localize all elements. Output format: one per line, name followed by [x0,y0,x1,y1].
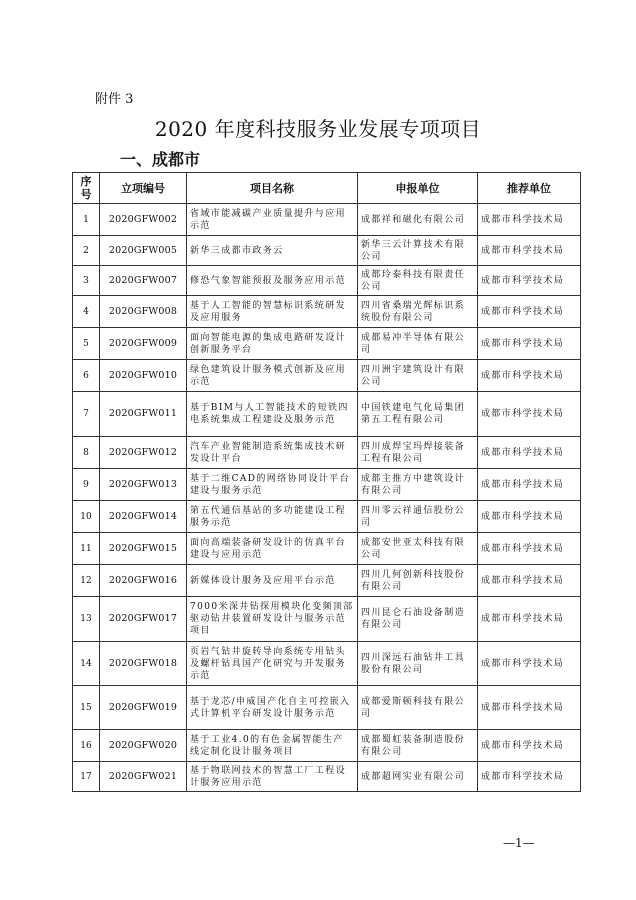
cell-no: 13 [73,597,100,642]
cell-code: 2020GFW008 [100,296,187,328]
cell-recommender: 成都市科学技术局 [478,565,581,597]
cell-code: 2020GFW020 [100,730,187,762]
cell-recommender: 成都市科学技术局 [478,392,581,437]
table-row [73,437,581,469]
table-header-row [73,173,581,204]
cell-recommender: 成都市科学技术局 [478,501,581,533]
cell-no: 11 [73,533,100,565]
page-number: —1— [503,836,535,850]
table-row [73,266,581,296]
cell-no: 14 [73,642,100,686]
cell-no: 5 [73,328,100,360]
cell-applicant: 成都祥和磁化有限公司 [358,204,478,236]
cell-project-name: 新华三成都市政务云 [187,236,358,266]
cell-project-name: 面向高端装备研发设计的仿真平台建设与应用示范 [187,533,358,565]
header-code: 立项编号 [100,173,187,204]
cell-applicant: 四川深远石油钻井工具股份有限公司 [358,642,478,686]
cell-recommender: 成都市科学技术局 [478,642,581,686]
cell-code: 2020GFW009 [100,328,187,360]
table-row [73,642,581,686]
cell-code: 2020GFW016 [100,565,187,597]
table-row [73,533,581,565]
cell-applicant: 成都蜀虹装备制造股份有限公司 [358,730,478,762]
cell-no: 1 [73,204,100,236]
section-heading: 一、成都市 [120,150,201,169]
cell-project-name: 基于物联网技术的智慧工厂工程设计服务应用示范 [187,762,358,792]
cell-code: 2020GFW014 [100,501,187,533]
table-row [73,392,581,437]
cell-applicant: 成都爱斯顿科技有限公司 [358,686,478,730]
cell-applicant: 成都主推方中建筑设计有限公司 [358,469,478,501]
cell-recommender: 成都市科学技术局 [478,469,581,501]
table-row [73,469,581,501]
table-body [73,204,581,792]
header-applicant: 申报单位 [358,173,478,204]
cell-code: 2020GFW007 [100,266,187,296]
cell-project-name: 7000米深井钻探用模块化变频顶部驱动钻井装置研发设计与服务示范项目 [187,597,358,642]
cell-recommender: 成都市科学技术局 [478,236,581,266]
table-row [73,236,581,266]
cell-no: 4 [73,296,100,328]
cell-code: 2020GFW011 [100,392,187,437]
cell-project-name: 基于人工智能的智慧标识系统研发及应用服务 [187,296,358,328]
cell-no: 3 [73,266,100,296]
cell-project-name: 基于工业4.0的有色金属智能生产线定制化设计服务项目 [187,730,358,762]
cell-no: 8 [73,437,100,469]
cell-project-name: 省域市能减碳产业质量提升与应用示范 [187,204,358,236]
cell-no: 6 [73,360,100,392]
table-row [73,565,581,597]
cell-project-name: 面向智能电源的集成电路研发设计创新服务平台 [187,328,358,360]
cell-recommender: 成都市科学技术局 [478,360,581,392]
table-row [73,730,581,762]
cell-project-name: 第五代通信基站的多功能建设工程服务示范 [187,501,358,533]
cell-code: 2020GFW018 [100,642,187,686]
cell-project-name: 基于二维CAD的网络协同设计平台建设与服务示范 [187,469,358,501]
cell-code: 2020GFW005 [100,236,187,266]
cell-project-name: 页岩气钻井旋转导向系统专用钻头及螺杆钻具国产化研究与开发服务示范 [187,642,358,686]
cell-project-name: 基于龙芯/申威国产化自主可控嵌入式计算机平台研发设计服务示范 [187,686,358,730]
table-row [73,597,581,642]
cell-code: 2020GFW010 [100,360,187,392]
cell-code: 2020GFW012 [100,437,187,469]
cell-recommender: 成都市科学技术局 [478,296,581,328]
cell-recommender: 成都市科学技术局 [478,266,581,296]
cell-code: 2020GFW019 [100,686,187,730]
table-row [73,762,581,792]
cell-applicant: 四川省桑瑞光辉标识系统股份有限公司 [358,296,478,328]
cell-no: 2 [73,236,100,266]
cell-code: 2020GFW021 [100,762,187,792]
cell-project-name: 基于BIM与人工智能技术的短铁四电系统集成工程建设及服务示范 [187,392,358,437]
header-recommender: 推荐单位 [478,173,581,204]
cell-applicant: 成都玲泰科技有限责任公司 [358,266,478,296]
cell-applicant: 成都安世亚太科技有限公司 [358,533,478,565]
attachment-label: 附件 3 [95,92,134,107]
table-row [73,686,581,730]
cell-code: 2020GFW013 [100,469,187,501]
cell-recommender: 成都市科学技术局 [478,533,581,565]
cell-code: 2020GFW002 [100,204,187,236]
table-row [73,328,581,360]
cell-recommender: 成都市科学技术局 [478,730,581,762]
cell-project-name: 绿色建筑设计服务模式创新及应用示范 [187,360,358,392]
cell-applicant: 四川洲宇建筑设计有限公司 [358,360,478,392]
cell-recommender: 成都市科学技术局 [478,328,581,360]
cell-applicant: 四川零云祥通信股份公司 [358,501,478,533]
cell-no: 10 [73,501,100,533]
cell-no: 17 [73,762,100,792]
cell-applicant: 四川昆仑石油设备制造有限公司 [358,597,478,642]
table-row [73,501,581,533]
cell-project-name: 修恐气象智能预报及服务应用示范 [187,266,358,296]
cell-recommender: 成都市科学技术局 [478,686,581,730]
header-no: 序号 [73,173,100,204]
cell-applicant: 四川几何创新科技股份有限公司 [358,565,478,597]
header-project-name: 项目名称 [187,173,358,204]
cell-recommender: 成都市科学技术局 [478,762,581,792]
cell-no: 12 [73,565,100,597]
cell-no: 7 [73,392,100,437]
cell-no: 15 [73,686,100,730]
cell-recommender: 成都市科学技术局 [478,204,581,236]
table-row [73,360,581,392]
table-row [73,204,581,236]
cell-applicant: 成都超网实业有限公司 [358,762,478,792]
cell-applicant: 成都易冲半导体有限公司 [358,328,478,360]
cell-project-name: 汽车产业智能制造系统集成技术研发设计平台 [187,437,358,469]
cell-applicant: 四川成焊宝玛焊接装备工程有限公司 [358,437,478,469]
cell-no: 16 [73,730,100,762]
cell-no: 9 [73,469,100,501]
cell-applicant: 新华三云计算技术有限公司 [358,236,478,266]
cell-code: 2020GFW015 [100,533,187,565]
cell-project-name: 新媒体设计服务及应用平台示范 [187,565,358,597]
cell-applicant: 中国铁建电气化局集团第五工程有限公司 [358,392,478,437]
project-table [72,172,581,792]
cell-recommender: 成都市科学技术局 [478,437,581,469]
page-title: 2020 年度科技服务业发展专项项目 [154,117,482,141]
cell-code: 2020GFW017 [100,597,187,642]
table-row [73,296,581,328]
cell-recommender: 成都市科学技术局 [478,597,581,642]
